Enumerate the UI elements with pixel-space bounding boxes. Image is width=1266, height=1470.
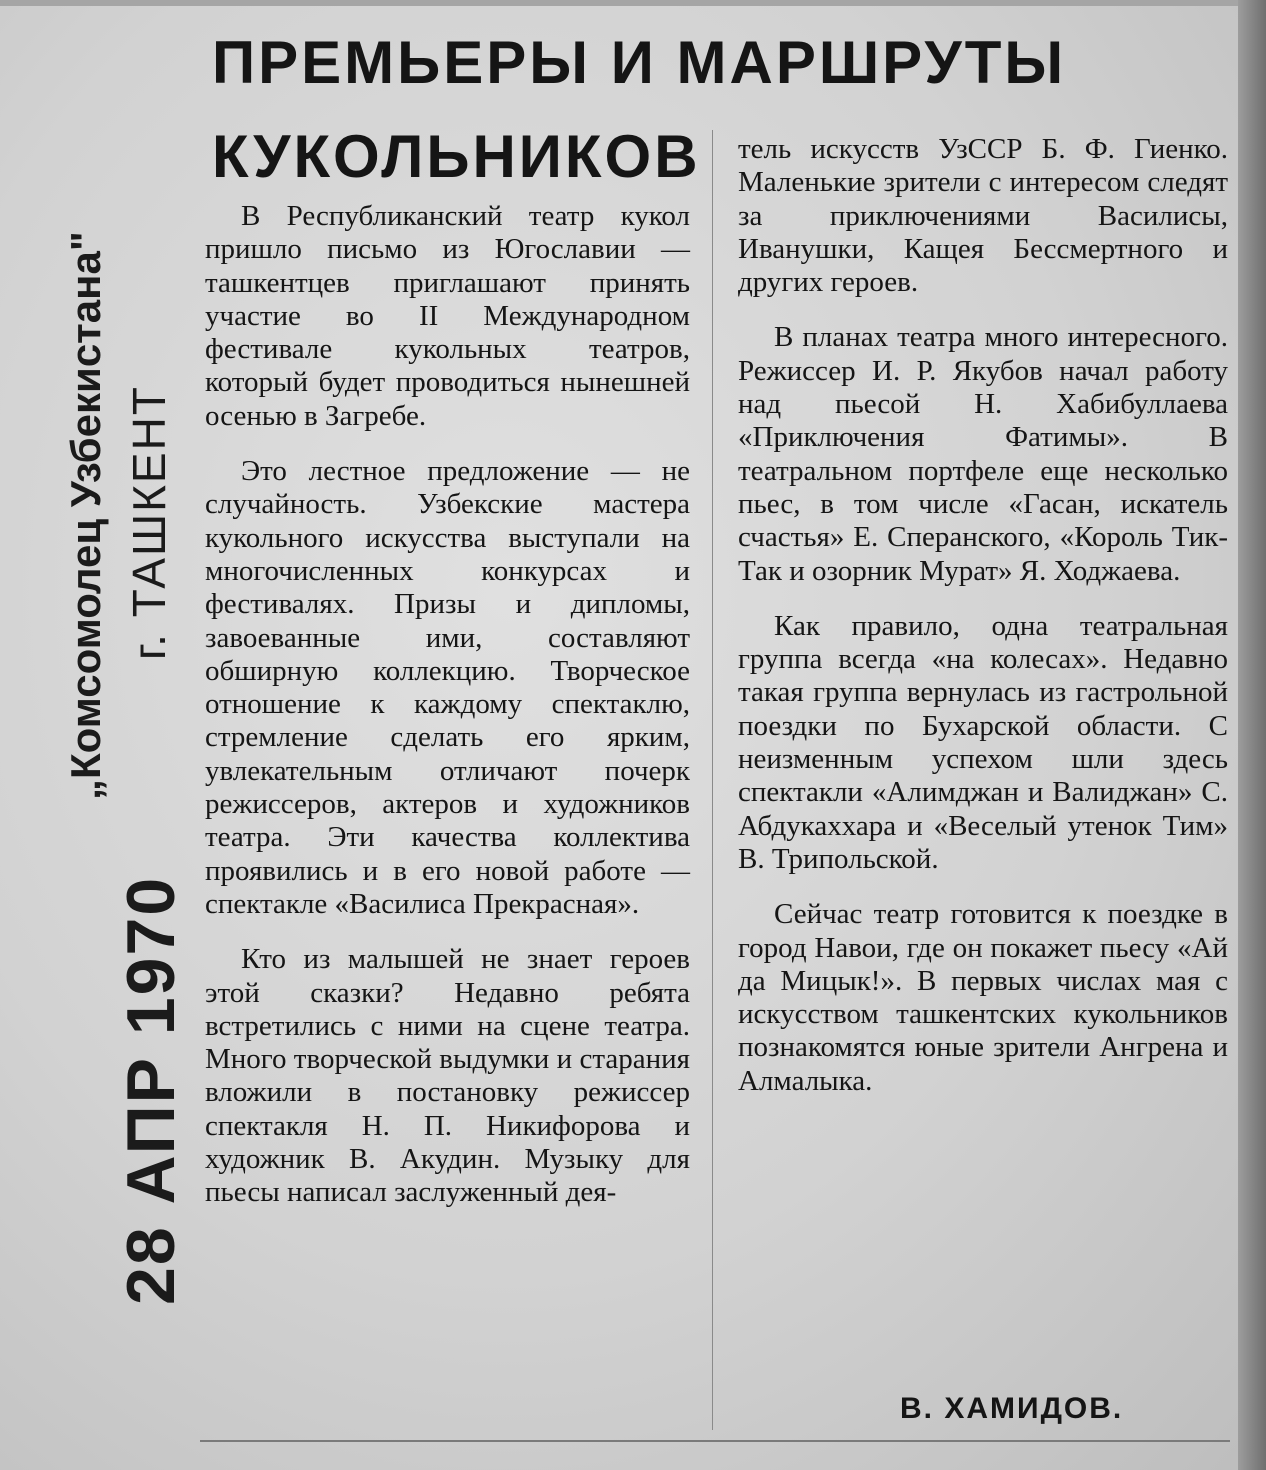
article-column-left: [205, 200, 690, 1210]
paragraph: В Республиканский театр кукол пришло письмо из Югославии — ташкентцев приглашают принять участие во II Международном фестивале кукольных театров, который будет проводиться нынешней осенью в Загребе.: [205, 200, 690, 432]
paragraph: тель искусств УзССР Б. Ф. Гиенко. Маленькие зрители с интересом следят за приключениями Василисы, Иванушки, Кащея Бессмертного и других героев.: [738, 133, 1228, 299]
column-divider: [712, 130, 713, 1430]
headline-line-2: КУКОЛЬНИКОВ: [212, 123, 701, 190]
headline-line-1: ПРЕМЬЕРЫ И МАРШРУТЫ: [212, 29, 1067, 96]
paper-top-edge: [0, 0, 1266, 6]
paragraph: Как правило, одна театральная группа всегда «на колесах». Недавно такая группа вернулась из гастрольной поездки по Бухарской области. С неизменным успехом шли здесь спектакли «Алимджан и Валиджан» С. Абдукаххара и «Веселый утенок Тим» В. Трипольской.: [738, 609, 1228, 875]
author-signature: В. ХАМИДОВ.: [900, 1392, 1124, 1425]
paragraph: Сейчас театр готовится к поездке в город Навои, где он покажет пьесу «Ай да Мицык!». В первых числах мая с искусством ташкентских кукольников познакомятся юные зрители Ангрена и Алмалыка.: [738, 898, 1228, 1097]
date-stamp: 28 АПР 1970: [113, 875, 189, 1305]
bottom-rule: [200, 1440, 1230, 1442]
city-stamp: г. ТАШКЕНТ: [123, 385, 175, 660]
article-column-right: [738, 133, 1228, 1098]
paper-right-edge: [1238, 0, 1266, 1470]
paragraph: Это лестное предложение — не случайность. Узбекские мастера кукольного искусства выступали на многочисленных конкурсах и фестивалях. Призы и дипломы, завоеванные ими, составляют обширную коллекцию. Творческое отношение к каждому спектаклю, стремление сделать его ярким, увлекательным отличают почерк режиссеров, актеров и художников театра. Эти качества коллектива проявились и в его новой работе — спектакле «Василиса Прекрасная».: [205, 455, 690, 920]
paragraph: В планах театра много интересного. Режиссер И. Р. Якубов начал работу над пьесой Н. Хабибуллаева «Приключения Фатимы». В театральном портфеле еще несколько пьес, в том числе «Гасан, искатель счастья» Е. Сперанского, «Король Тик-Так и озорник Мурат» Я. Ходжаева.: [738, 321, 1228, 587]
newspaper-name-stamp: „Комсомолец Узбекистана": [62, 231, 109, 800]
paragraph: Кто из малышей не знает героев этой сказки? Недавно ребята встретились с ними на сцене театра. Много творческой выдумки и старания вложили в постановку режиссер спектакля Н. П. Никифорова и художник В. Акудин. Музыку для пьесы написал заслуженный дея-: [205, 943, 690, 1209]
